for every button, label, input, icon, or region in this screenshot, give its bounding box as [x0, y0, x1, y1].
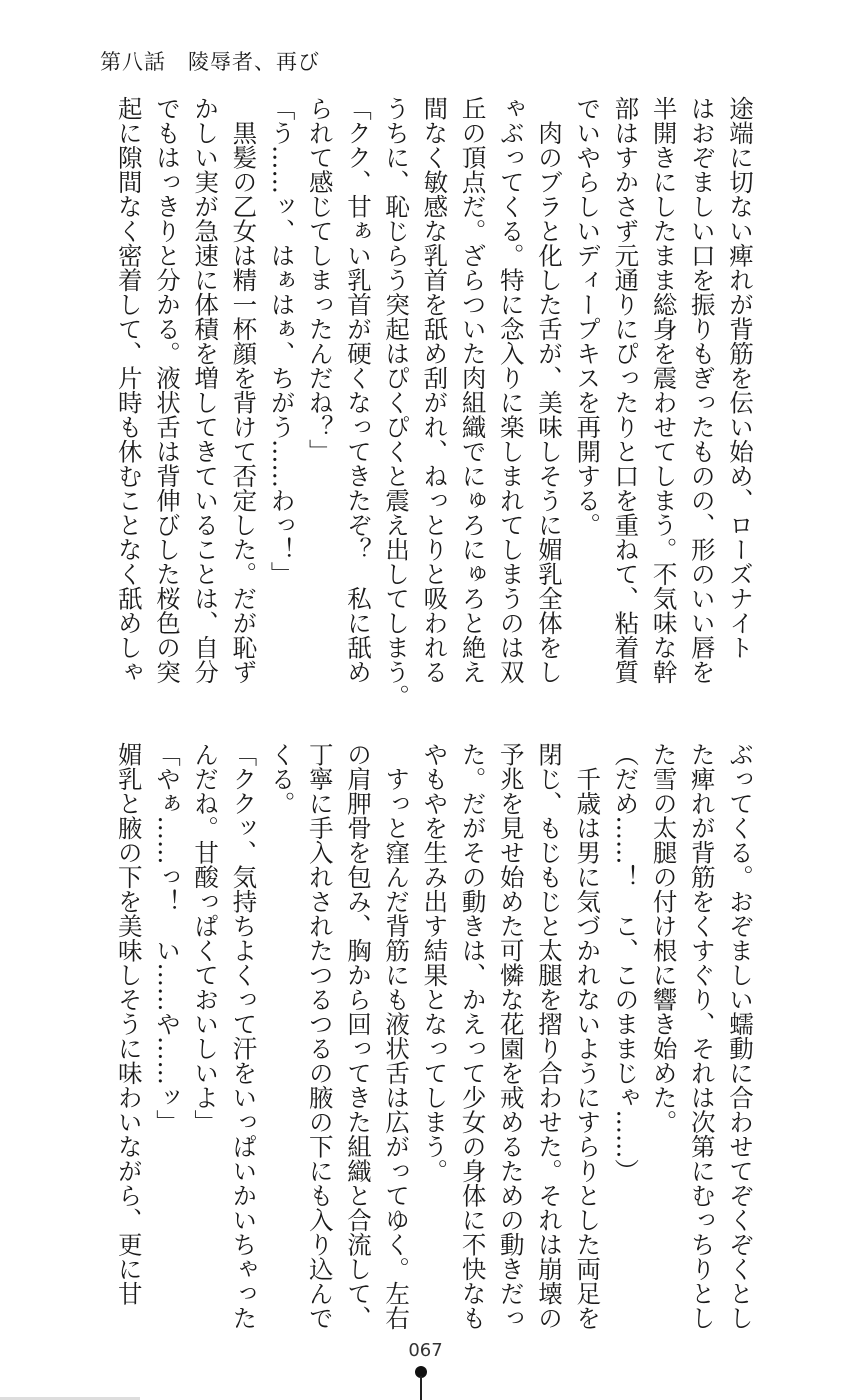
text-line: ゃぶってくる。特に念入りに楽しまれてしまうのは双: [496, 96, 526, 684]
text-line: 「う……ッ、はぁはぁ、ちがう……わっ！」: [267, 96, 297, 586]
text-line: 予兆を見せ始めた可憐な花園を戒めるための動きだっ: [496, 742, 526, 1330]
text-line: でもはっきりと分かる。液状舌は背伸びした桜色の突: [152, 96, 182, 684]
text-line: 丘の頂点だ。ざらついた肉組織でにゅろにゅろと絶え: [458, 96, 488, 684]
page-number: 067: [408, 1340, 443, 1361]
text-line: 「ククッ、気持ちよくって汗をいっぱいかいちゃった: [229, 742, 259, 1330]
text-line: んだね。甘酸っぱくておいしいよ」: [191, 742, 221, 1134]
text-line: 閉じ、もじもじと太腿を摺り合わせた。それは崩壊の: [534, 742, 564, 1330]
text-line: うちに、恥じらう突起はぴくぴくと震え出してしまう。: [382, 96, 412, 709]
text-line: の肩胛骨を包み、胸から回ってきた組織と合流して、: [343, 742, 373, 1330]
text-line: でいやらしいディープキスを再開する。: [573, 96, 603, 537]
text-line: （だめ……！ こ、このままじゃ……）: [611, 742, 641, 1183]
text-line: 間なく敏感な乳首を舐め刮がれ、ねっとりと吸われる: [420, 96, 450, 684]
text-line: くる。: [267, 742, 297, 816]
text-line: た痺れが背筋をくすぐり、それは次第にむっちりとし: [687, 742, 717, 1330]
text-line: かしい実が急速に体積を増してきていることは、自分: [191, 96, 221, 684]
page-ornament-line: [420, 1376, 422, 1400]
text-block-bottom: [110, 742, 759, 1342]
text-line: 肉のブラと化した舌が、美味しそうに媚乳全体をし: [534, 96, 564, 684]
text-line: 起に隙間なく密着して、片時も休むことなく舐めしゃ: [114, 96, 144, 684]
text-line: 半開きにしたまま総身を震わせてしまう。不気味な幹: [649, 96, 679, 684]
text-line: 媚乳と腋の下を美味しそうに味わいながら、更に甘: [114, 742, 144, 1306]
text-line: 丁寧に手入れされたつるつるの腋の下にも入り込んで: [305, 742, 335, 1330]
text-line: た雪の太腿の付け根に響き始めた。: [649, 742, 679, 1134]
text-line: すっと窪んだ背筋にも液状舌は広がってゆく。左右: [382, 742, 412, 1330]
text-line: やもやを生み出す結果となってしまう。: [420, 742, 450, 1183]
text-line: 千歳は男に気づかれないようにすらりとした両足を: [573, 742, 603, 1330]
chapter-title: 第八話 陵辱者、再び: [100, 50, 320, 74]
text-line: 途端に切ない痺れが背筋を伝い始め、ローズナイト: [726, 96, 755, 660]
text-line: 部はすかさず元通りにぴったりと口を重ねて、粘着質: [611, 96, 641, 684]
text-line: た。だがその動きは、かえって少女の身体に不快なも: [458, 742, 488, 1330]
text-block-top: [110, 96, 759, 709]
text-line: られて感じてしまったんだね？」: [305, 96, 335, 464]
text-line: ぶってくる。おぞましい蠕動に合わせてぞくぞくとし: [726, 742, 755, 1330]
text-line: 黒髪の乙女は精一杯顔を背けて否定した。だが恥ず: [229, 96, 259, 684]
text-line: はおぞましい口を振りもぎったものの、形のいい唇を: [687, 96, 717, 684]
text-line: 「クク、甘ぁい乳首が硬くなってきたぞ？ 私に舐め: [343, 96, 373, 684]
text-line: 「やぁ……っ！ い……や……ッ」: [152, 742, 182, 1134]
